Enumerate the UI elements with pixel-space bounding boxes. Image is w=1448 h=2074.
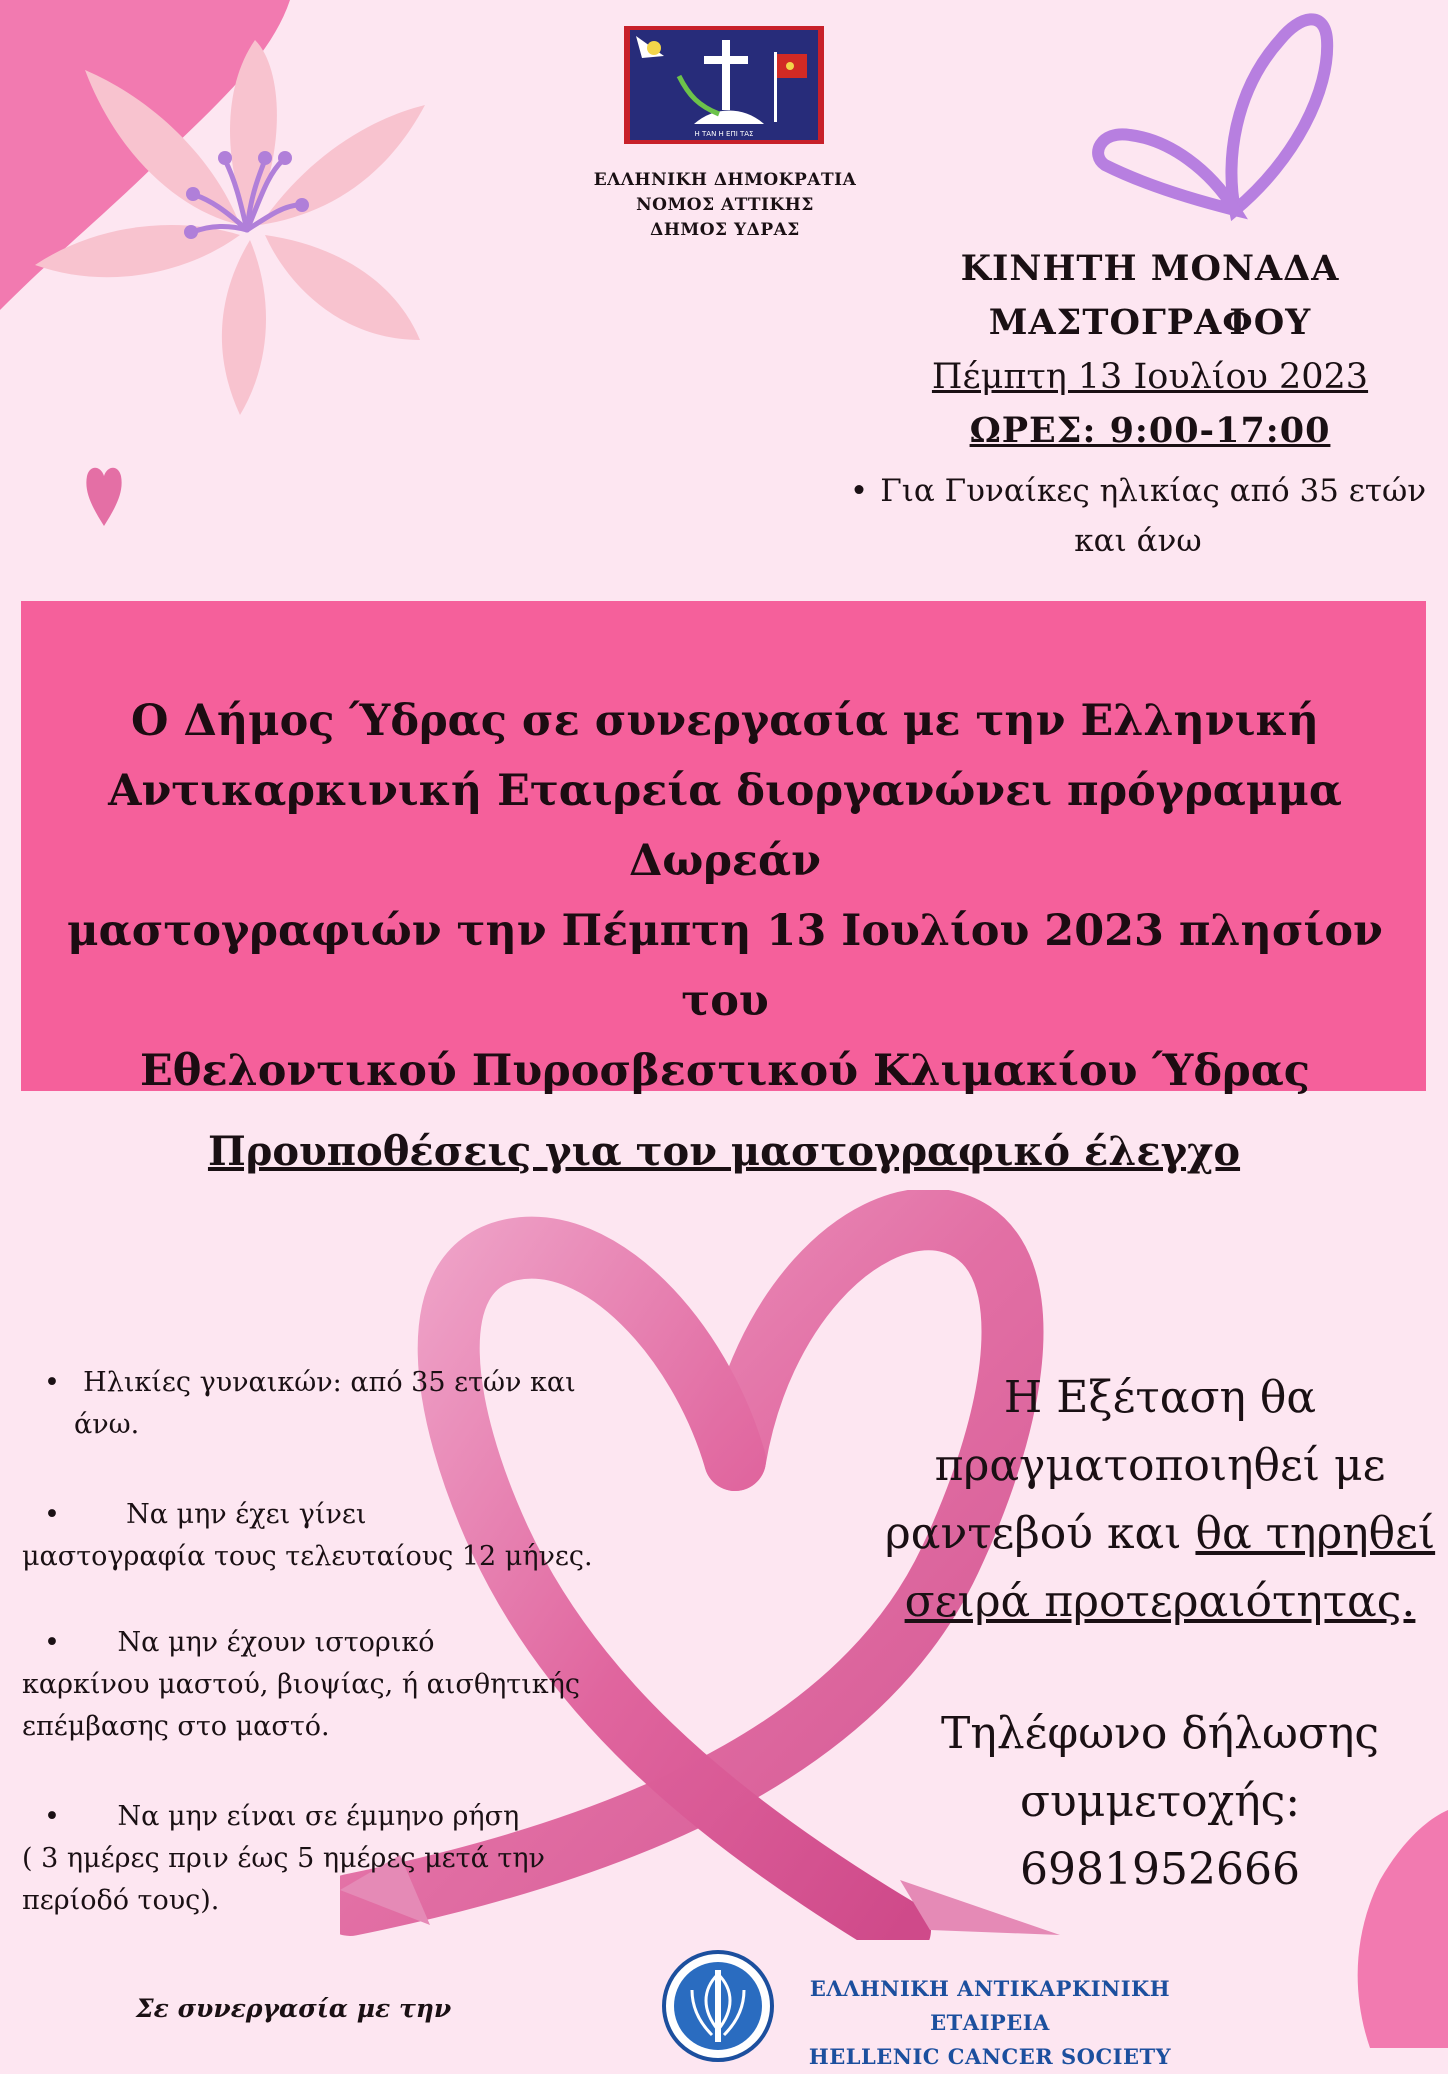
announcement-line: μαστογραφιών την Πέμπτη 13 Ιουλίου 2023 πλησίον του bbox=[67, 906, 1383, 1026]
bullet-icon: • bbox=[44, 1367, 60, 1398]
org-name-greek: ΕΛΛΗΝΙΚΗ ΑΝΤΙΚΑΡΚΙΝΙΚΗ ΕΤΑΙΡΕΙΑ bbox=[809, 1976, 1171, 2035]
small-heart-icon bbox=[84, 462, 124, 527]
bullet-icon: • bbox=[44, 1627, 60, 1658]
exam-line: πραγματοποιηθεί με bbox=[934, 1440, 1386, 1491]
announcement-line: Εθελοντικού Πυροσβεστικού Κλιμακίου Ύδρας bbox=[140, 1046, 1310, 1096]
event-eligibility-note bbox=[832, 466, 1444, 566]
municipality-of-hydra-emblem bbox=[624, 26, 824, 144]
requirement-item bbox=[22, 1622, 644, 1748]
requirement-text: Να μην έχουν ιστορικό bbox=[117, 1627, 435, 1658]
announcement-line: Αντικαρκινική Εταιρεία διοργανώνει πρόγραμμα Δωρεάν bbox=[108, 766, 1342, 886]
requirement-text: άνω. bbox=[74, 1409, 140, 1440]
hellenic-cancer-society-logo bbox=[662, 1950, 774, 2062]
butterfly-icon bbox=[1085, 0, 1335, 225]
requirement-text: Να μην έχει γίνει bbox=[126, 1499, 367, 1530]
authority-line: ΝΟΜΟΣ ΑΤΤΙΚΗΣ bbox=[636, 195, 814, 215]
exam-line-underlined: θα τηρηθεί bbox=[1195, 1508, 1436, 1559]
requirement-text: Ηλικίες γυναικών: από 35 ετών και bbox=[83, 1367, 576, 1398]
event-info bbox=[860, 242, 1440, 458]
authority-line: ΔΗΜΟΣ ΥΔΡΑΣ bbox=[650, 220, 800, 240]
bullet-icon: • bbox=[44, 1801, 60, 1832]
phone-info bbox=[880, 1700, 1440, 1904]
event-hours: ΩΡΕΣ: 9:00-17:00 bbox=[969, 410, 1331, 451]
requirement-text: μαστογραφία τους τελευταίους 12 μήνες. bbox=[22, 1541, 593, 1572]
event-date: Πέμπτη 13 Ιουλίου 2023 bbox=[931, 357, 1369, 397]
requirements-title: Προυποθέσεις για τον μαστογραφικό έλεγχο bbox=[207, 1128, 1241, 1175]
phone-number: συμμετοχής: 6981952666 bbox=[1019, 1776, 1301, 1895]
bullet-icon: • bbox=[849, 473, 869, 509]
requirement-text: επέμβασης στο μαστό. bbox=[22, 1711, 330, 1742]
requirement-item bbox=[44, 1362, 604, 1446]
exam-line: ραντεβού και bbox=[884, 1508, 1196, 1559]
requirement-text: περίοδό τους). bbox=[22, 1885, 220, 1916]
bullet-icon: • bbox=[44, 1499, 60, 1530]
announcement-line: Ο Δήμος Ύδρας σε συνεργασία με την Ελληνική bbox=[131, 696, 1319, 746]
svg-text:Η ΤΑΝ Η ΕΠΙ ΤΑΣ: Η ΤΑΝ Η ΕΠΙ ΤΑΣ bbox=[694, 130, 754, 138]
event-title: ΜΑΣΤΟΓΡΑΦΟΥ bbox=[988, 302, 1312, 343]
requirement-text: Να μην είναι σε έμμηνο ρήση bbox=[117, 1801, 520, 1832]
collaboration-label: Σε συνεργασία με την bbox=[136, 1994, 452, 2023]
requirement-text: καρκίνου μαστού, βιοψίας, ή αισθητικής bbox=[22, 1669, 580, 1700]
requirement-text: ( 3 ημέρες πριν έως 5 ημέρες μετά την bbox=[22, 1843, 545, 1874]
event-note-line: και άνω bbox=[1074, 523, 1202, 559]
event-title: ΚΙΝΗΤΗ ΜΟΝΑΔΑ bbox=[960, 248, 1340, 289]
phone-label: Τηλέφωνο δήλωσης bbox=[941, 1708, 1379, 1759]
lily-flower-icon bbox=[25, 10, 435, 420]
requirement-item bbox=[22, 1494, 644, 1578]
exam-info bbox=[880, 1364, 1440, 1636]
hellenic-cancer-society-name bbox=[780, 1972, 1200, 2074]
org-name-english: HELLENIC CANCER SOCIETY bbox=[808, 2044, 1172, 2069]
event-note-line: Για Γυναίκες ηλικίας από 35 ετών bbox=[880, 473, 1427, 509]
requirement-item bbox=[22, 1796, 644, 1922]
exam-line-underlined: σειρά προτεραιότητας. bbox=[904, 1576, 1416, 1627]
exam-line: Η Εξέταση θα bbox=[1003, 1372, 1317, 1423]
announcement-text bbox=[40, 686, 1410, 1106]
authority-line: ΕΛΛΗΝΙΚΗ ΔΗΜΟΚΡΑΤΙΑ bbox=[593, 170, 857, 190]
authority-heading bbox=[540, 168, 910, 243]
